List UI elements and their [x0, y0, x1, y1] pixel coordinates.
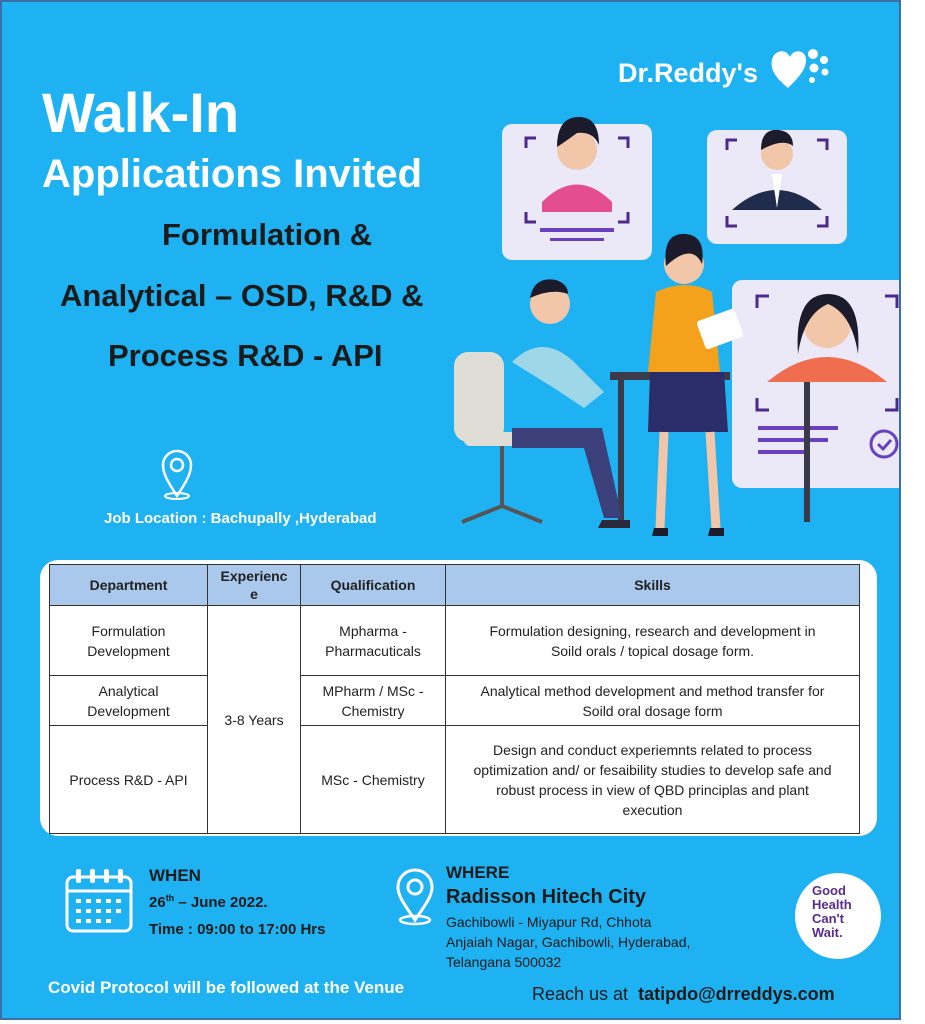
covid-notice: Covid Protocol will be followed at the Venue — [48, 978, 405, 997]
good-health-badge — [795, 873, 881, 959]
roles-line-2: Analytical – OSD, R&D & — [60, 278, 424, 313]
header-qualification: Qualification — [301, 565, 446, 606]
qualification-cell: Mpharma - Pharmacuticals — [301, 606, 446, 676]
reach-label: Reach us at — [532, 984, 629, 1004]
address-line: Gachibowli - Miyapur Rd, Chhota — [446, 914, 652, 930]
date-day: 26 — [149, 894, 166, 911]
where-heading: WHERE — [446, 863, 510, 882]
date-suffix: th — [165, 893, 175, 903]
address-line: Anjaiah Nagar, Gachibowli, Hyderabad, — [446, 934, 691, 950]
job-location: Job Location : Bachupally ,Hyderabad — [104, 510, 377, 527]
badge-line: Good — [812, 883, 846, 898]
table-header-row — [50, 565, 860, 606]
table-row — [50, 606, 860, 676]
event-date — [149, 893, 268, 911]
jobs-table — [49, 564, 860, 834]
qualification-cell: MSc - Chemistry — [301, 726, 446, 834]
poster-title: Walk-In — [42, 81, 240, 144]
venue-name: Radisson Hitech City — [446, 886, 647, 908]
dr-reddys-logo — [618, 58, 758, 89]
date-rest: – June 2022. — [174, 894, 268, 911]
header-department: Department — [50, 565, 208, 606]
location-pin-icon — [394, 868, 436, 926]
department-cell: Analytical Development — [50, 676, 208, 726]
badge-line: Health — [812, 897, 852, 912]
table-row — [50, 676, 860, 726]
contact-line — [532, 984, 835, 1005]
poster-subtitle: Applications Invited — [42, 152, 423, 196]
brand-name: Dr.Reddy's — [618, 58, 758, 88]
header-experience: Experienc e — [208, 565, 301, 606]
header-skills: Skills — [446, 565, 860, 606]
roles-line-3: Process R&D - API — [108, 338, 383, 373]
when-heading: WHEN — [149, 866, 201, 885]
badge-line: Wait. — [812, 925, 843, 940]
qualification-cell: MPharm / MSc - Chemistry — [301, 676, 446, 726]
skills-cell: Formulation designing, research and development in Soild orals / topical dosage form. — [446, 606, 860, 676]
experience-cell: 3-8 Years — [208, 606, 301, 834]
calendar-icon — [64, 867, 134, 935]
recruitment-illustration — [442, 92, 901, 552]
department-cell: Process R&D - API — [50, 726, 208, 834]
location-pin-icon — [160, 448, 194, 500]
event-time: Time : 09:00 to 17:00 Hrs — [149, 921, 326, 938]
skills-cell: Analytical method development and method transfer for Soild oral dosage form — [446, 676, 860, 726]
department-cell: Formulation Development — [50, 606, 208, 676]
table-row — [50, 726, 860, 834]
address-line: Telangana 500032 — [446, 954, 562, 970]
venue-address — [446, 912, 690, 972]
badge-line: Can't — [812, 911, 844, 926]
heart-logo-icon — [770, 44, 832, 92]
roles-line-1: Formulation & — [162, 217, 373, 252]
contact-email[interactable]: tatipdo@drreddys.com — [638, 984, 835, 1004]
skills-cell: Design and conduct experiemnts related to process optimization and/ or fesaibility studies to develop safe and robust process in view of QBD principlas and plant execution — [446, 726, 860, 834]
